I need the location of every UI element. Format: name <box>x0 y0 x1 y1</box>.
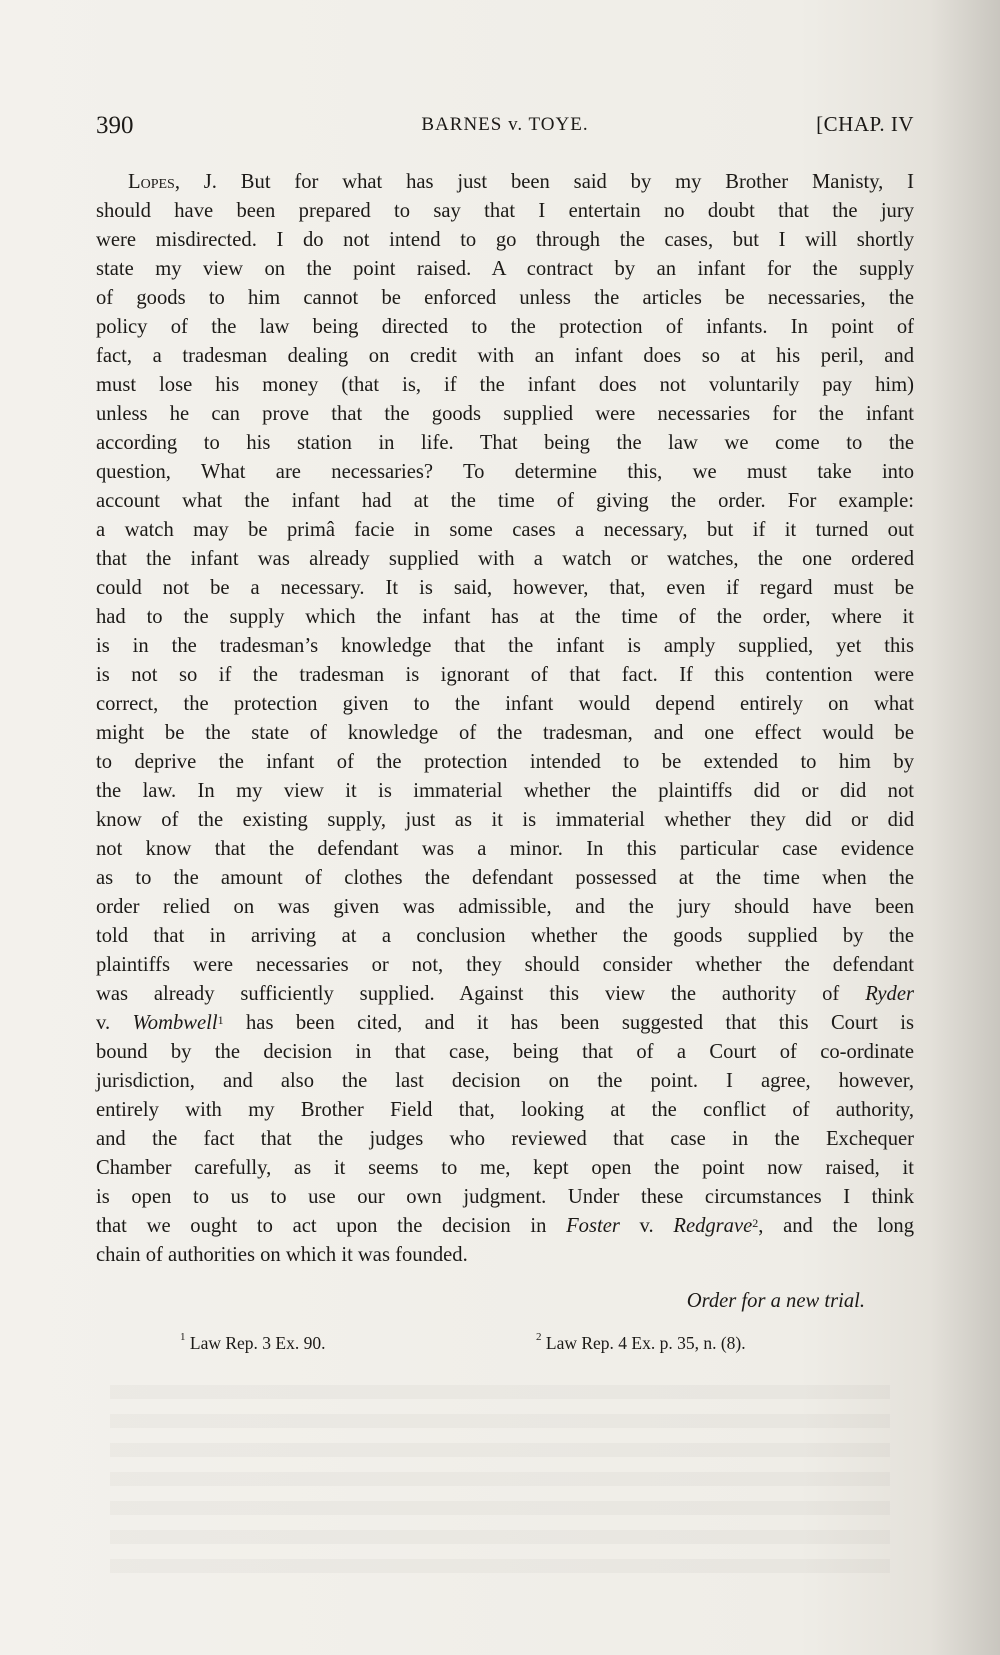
text-line: bound by the decision in that case, being that of a Court of co-ordinate <box>96 1041 914 1063</box>
text-line: told that in arriving at a conclusion whether the goods supplied by the <box>96 925 914 947</box>
judge-name: Lopes, J. <box>128 171 217 193</box>
text-line: is not so if the tradesman is ignorant of that fact. If this contention were <box>96 664 914 686</box>
text-line: that we ought to act upon the decision in Foster v. Redgrave$^2$, and the long <box>96 1215 915 1237</box>
text-line: according to his station in life. That being the law we come to the <box>96 432 914 454</box>
footnote-2: $^2$ Law Rep. 4 Ex. p. 35, n. (8). <box>536 1331 746 1353</box>
text-line: that the infant was already supplied with a watch or watches, the one ordered <box>96 548 914 570</box>
text-line: were misdirected. I do not intend to go through the cases, but I will shortly <box>96 229 914 251</box>
judgment-text <box>96 168 914 1270</box>
text-line: had to the supply which the infant has at the time of the order, where it <box>96 606 914 628</box>
text-line: chain of authorities on which it was founded. <box>96 1244 468 1266</box>
text-line: jurisdiction, and also the last decision on the point. I agree, however, <box>96 1070 914 1092</box>
text-line: account what the infant had at the time of giving the order. For example: <box>96 490 914 512</box>
case-citation: Foster <box>566 1215 620 1237</box>
text-line: is in the tradesman’s knowledge that the infant is amply supplied, yet this <box>96 635 914 657</box>
text-line: state my view on the point raised. A contract by an infant for the supply <box>96 258 914 280</box>
text-line: Chamber carefully, as it seems to me, kept open the point now raised, it <box>96 1157 914 1179</box>
text-line: entirely with my Brother Field that, looking at the conflict of authority, <box>96 1099 914 1121</box>
footnote-ref: 1 <box>217 1013 224 1027</box>
case-citation: Redgrave <box>673 1215 753 1237</box>
text-line: and the fact that the judges who reviewed that case in the Exchequer <box>96 1128 914 1150</box>
text-line: should have been prepared to say that I entertain no doubt that the jury <box>96 200 914 222</box>
text-line: unless he can prove that the goods supplied were necessaries for the infant <box>96 403 914 425</box>
case-citation: Wombwell <box>132 1012 218 1034</box>
text-line: of goods to him cannot be enforced unless the articles be necessaries, the <box>96 287 914 309</box>
case-citation: Ryder <box>865 983 914 1005</box>
text-line: Lopes, J. But for what has just been said by my Brother Manisty, I <box>128 171 914 193</box>
text-line: fact, a tradesman dealing on credit with an infant does so at his peril, and <box>96 345 914 367</box>
order-line: Order for a new trial. <box>686 1290 865 1312</box>
page-header <box>96 112 914 148</box>
text-line: is open to us to use our own judgment. Under these circumstances I think <box>96 1186 914 1208</box>
text-line: might be the state of knowledge of the tradesman, and one effect would be <box>96 722 914 744</box>
show-through-texture <box>110 1385 890 1575</box>
text-line: to deprive the infant of the protection intended to be extended to him by <box>96 751 914 773</box>
running-title: BARNES v. TOYE. <box>421 114 589 135</box>
text-line: policy of the law being directed to the protection of infants. In point of <box>96 316 914 338</box>
text-line: could not be a necessary. It is said, however, that, even if regard must be <box>96 577 914 599</box>
text-line: v. Wombwell$^1$ has been cited, and it has been suggested that this Court is <box>96 1012 915 1034</box>
text-line: order relied on was given was admissible, and the jury should have been <box>96 896 914 918</box>
text-line: know of the existing supply, just as it is immaterial whether they did or did <box>96 809 914 831</box>
text-line: as to the amount of clothes the defendant possessed at the time when the <box>96 867 914 889</box>
footnote-ref: 2 <box>752 1216 759 1230</box>
text-line: must lose his money (that is, if the infant does not voluntarily pay him) <box>96 374 914 396</box>
footnote-1: $^1$ Law Rep. 3 Ex. 90. <box>180 1331 326 1353</box>
text-line: not know that the defendant was a minor. In this particular case evidence <box>96 838 914 860</box>
text-line: the law. In my view it is immaterial whether the plaintiffs did or did not <box>96 780 914 802</box>
text-line: was already sufficiently supplied. Against this view the authority of Ryder <box>96 983 914 1005</box>
chapter-label: [CHAP. IV <box>816 112 914 136</box>
footnotes <box>180 1333 880 1359</box>
text-line: correct, the protection given to the infant would depend entirely on what <box>96 693 914 715</box>
page-number: 390 <box>96 112 134 139</box>
text-line: plaintiffs were necessaries or not, they should consider whether the defendant <box>96 954 914 976</box>
text-line: a watch may be primâ facie in some cases a necessary, but if it turned out <box>96 519 914 541</box>
text-line: question, What are necessaries? To determine this, we must take into <box>96 461 914 483</box>
